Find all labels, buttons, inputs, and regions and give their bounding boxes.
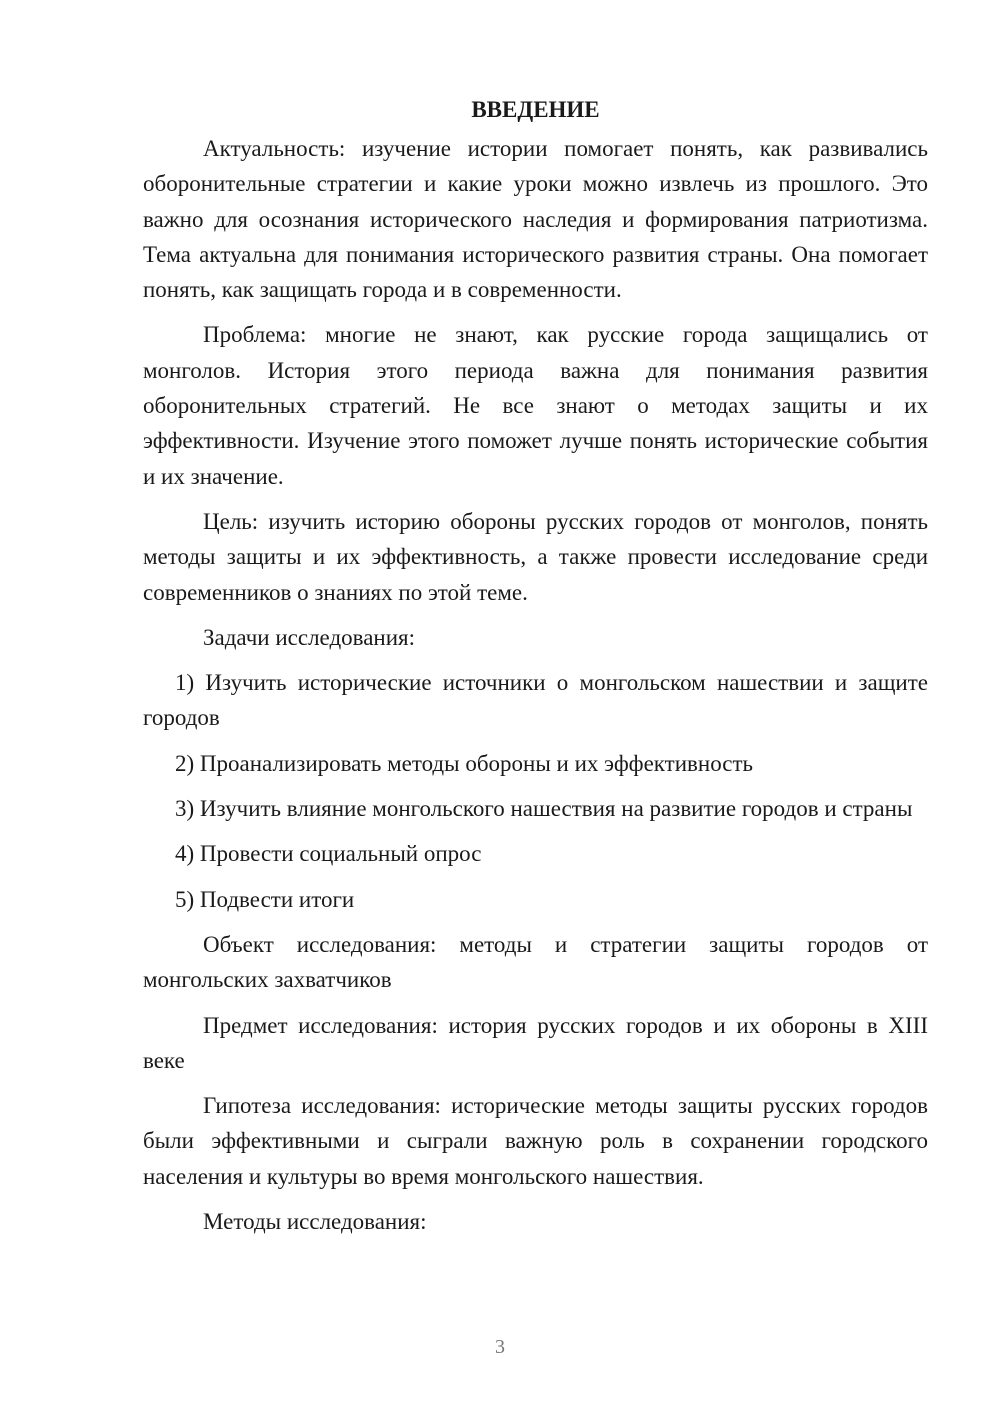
task-item-2: 2) Проанализировать методы обороны и их эффективность xyxy=(175,750,754,776)
task-item-5: 5) Подвести итоги xyxy=(175,886,355,912)
task-item-1: 1) Изучить исторические источники о монгольском нашествии и защите городов xyxy=(143,670,928,731)
paragraph-object: Объект исследования: методы и стратегии защиты городов от монгольских захватчиков xyxy=(143,931,928,993)
paragraph-subject: Предмет исследования: история русских городов и их обороны в XIII веке xyxy=(143,1012,928,1073)
task-item-3: 3) Изучить влияние монгольского нашествия на развитие городов и страны xyxy=(175,796,913,822)
methods-heading: Методы исследования: xyxy=(203,1209,427,1235)
page-number: 3 xyxy=(495,1336,505,1358)
page-content xyxy=(143,92,928,1249)
section-title: ВВЕДЕНИЕ xyxy=(471,97,600,122)
paragraph-hypothesis: Гипотеза исследования: исторические методы защиты русских городов были эффективными и сыграли важную роль в сохранении городского населения и культуры во время монгольского нашествия. xyxy=(143,1093,928,1189)
task-item-4: 4) Провести социальный опрос xyxy=(175,841,482,867)
paragraph-relevance: Актуальность: изучение истории помогает понять, как развивались оборонительные стратегии и какие уроки можно извлечь из прошлого. Это важно для осознания исторического наследия и формирования патриотизма. Тема актуальна для понимания исторического развития страны. Она помогает понять, как защищать города и в современности. xyxy=(143,136,928,303)
tasks-heading: Задачи исследования: xyxy=(203,624,416,650)
paragraph-goal: Цель: изучить историю обороны русских городов от монголов, понять методы защиты и их эффективность, а также провести исследование среди современников о знаниях по этой теме. xyxy=(143,508,928,605)
paragraph-problem: Проблема: многие не знают, как русские города защищались от монголов. История этого периода важна для понимания развития оборонительных стратегий. Не все знают о методах защиты и их эффективности. Изучение этого поможет лучше понять исторические события и их значение. xyxy=(143,322,928,489)
